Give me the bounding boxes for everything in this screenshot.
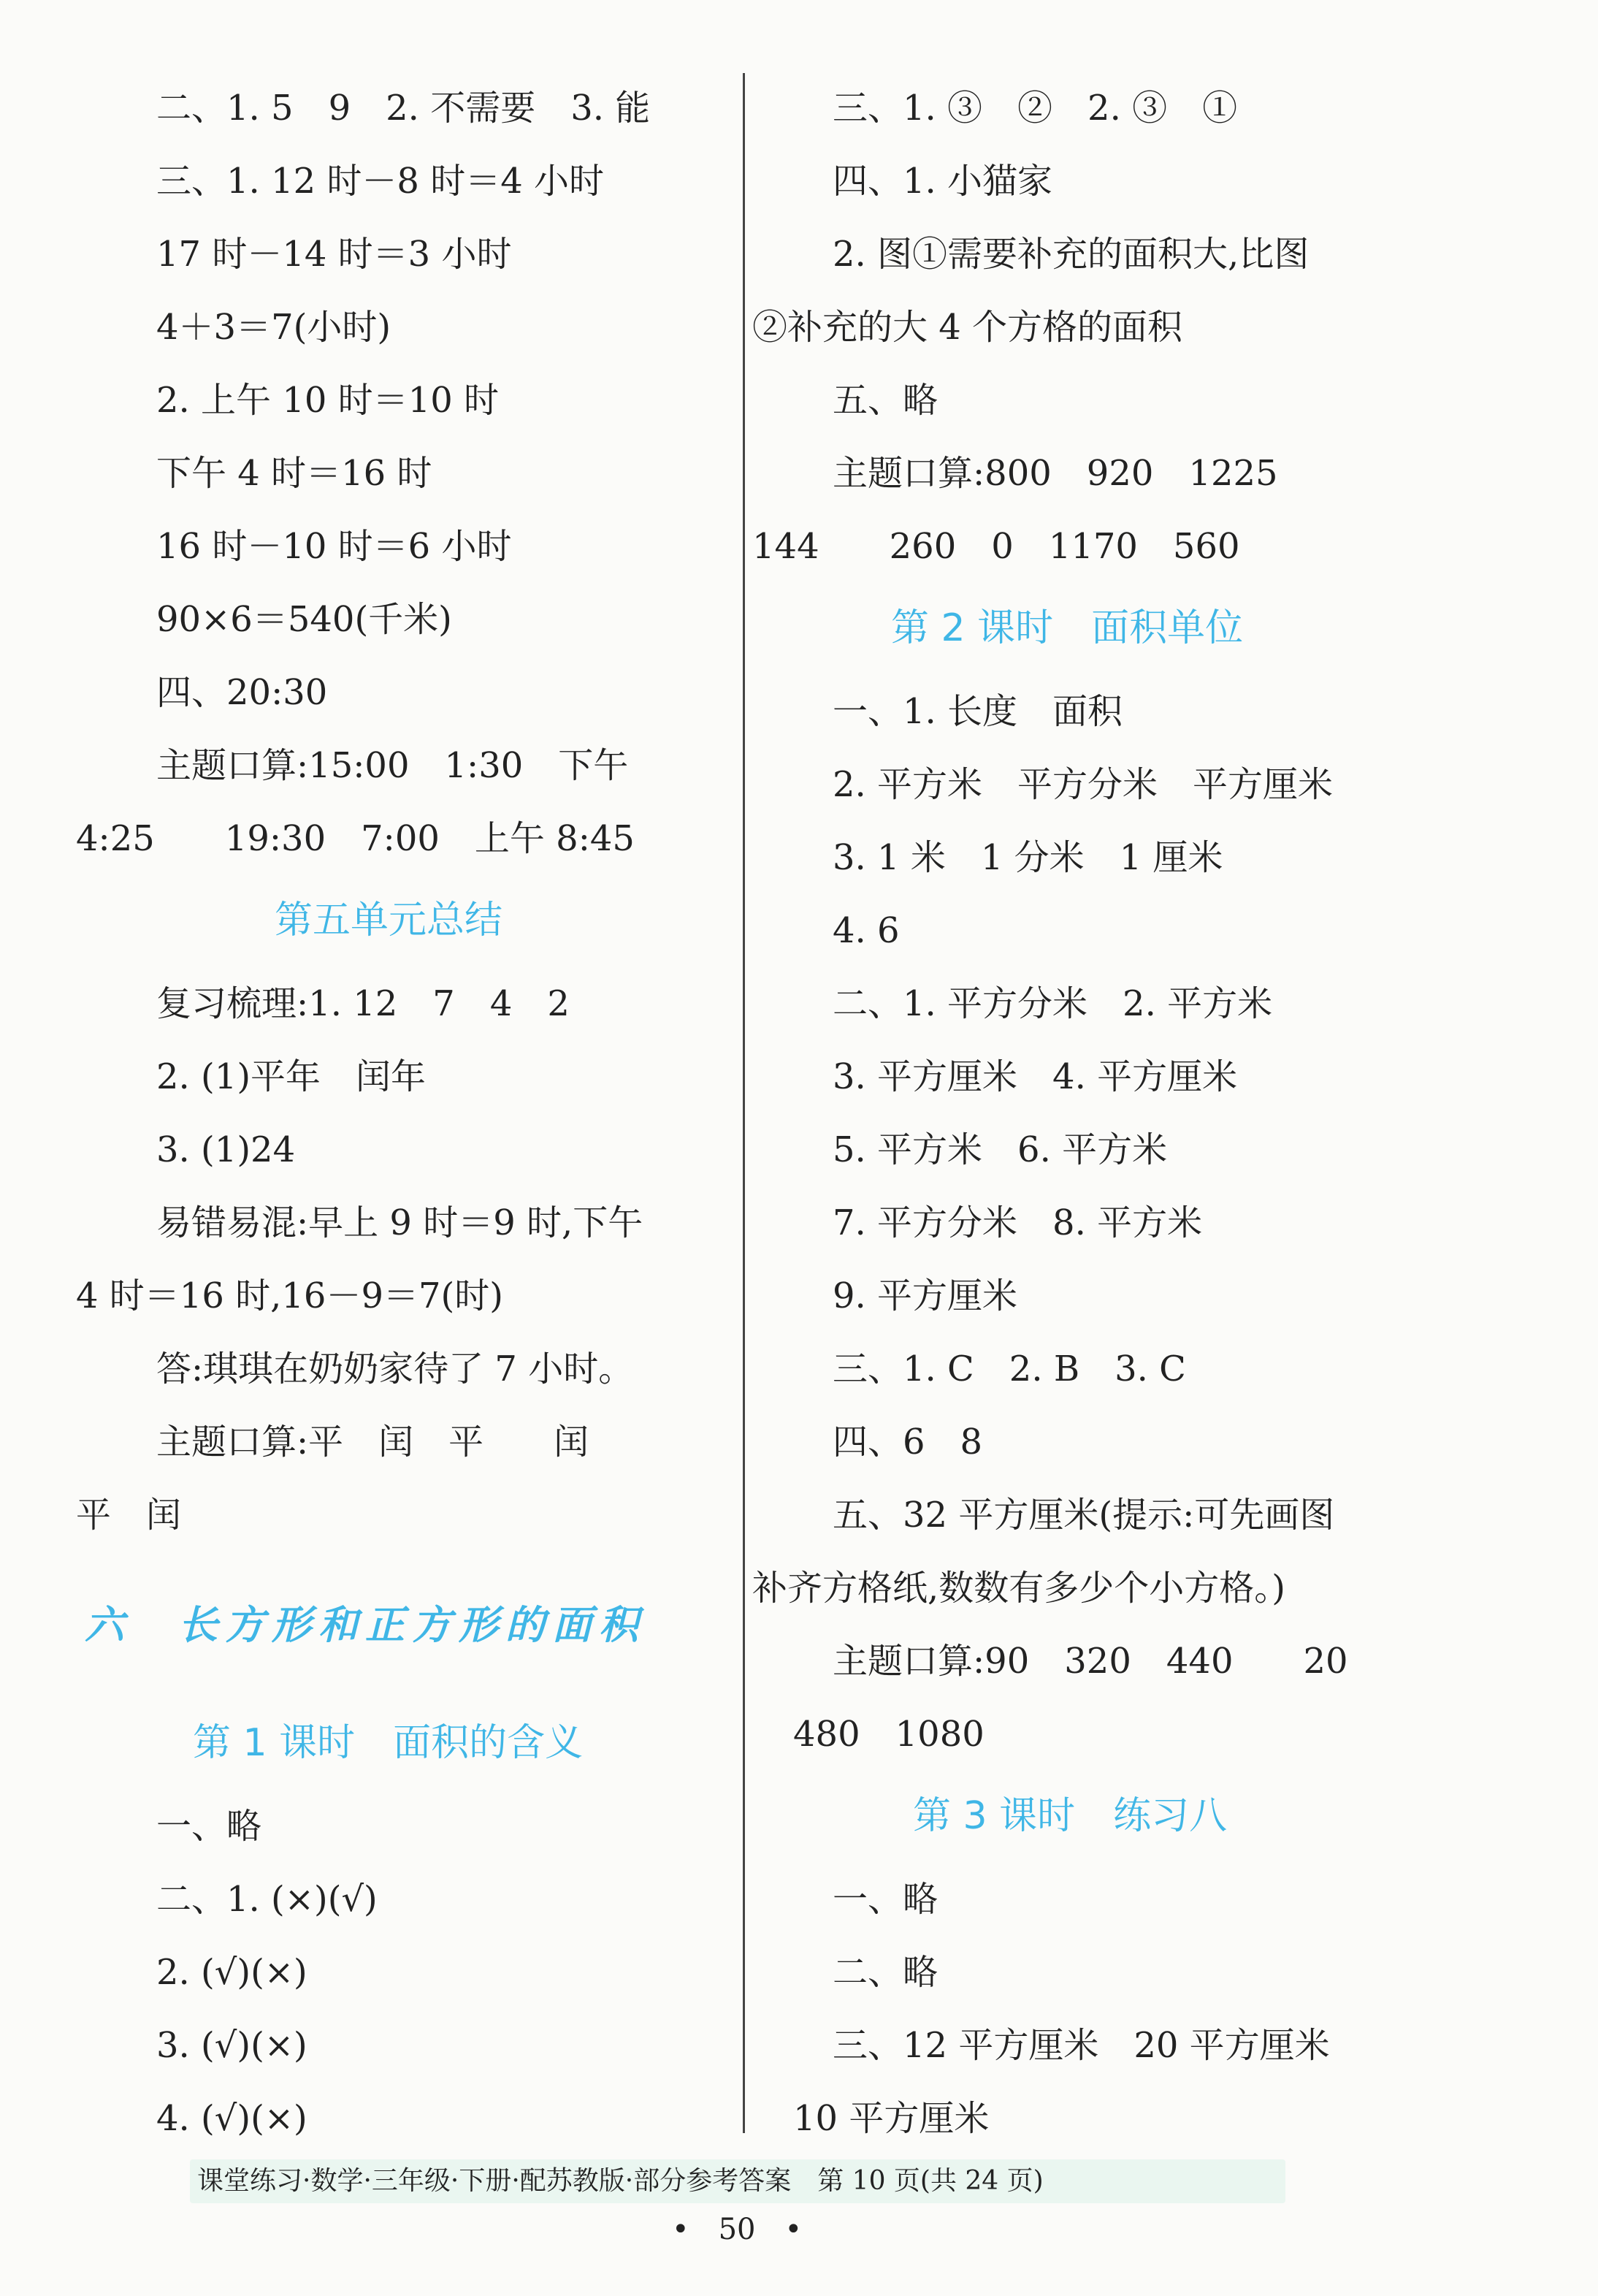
answer-line: 3. (1)24	[156, 1129, 296, 1170]
answer-line: 主题口算:平 闰 平 闰	[156, 1422, 589, 1462]
answer-line: 一、略	[156, 1806, 262, 1847]
page-number: • 50 •	[672, 2213, 803, 2246]
answer-line: 4. 6	[833, 910, 900, 951]
answer-line: 一、略	[833, 1879, 938, 1920]
answer-line: 主题口算:800 920 1225	[833, 453, 1278, 494]
answer-line: 5. 平方米 6. 平方米	[833, 1129, 1168, 1170]
section-heading: 第 1 课时 面积的含义	[193, 1721, 584, 1765]
chapter-title: 六 长方形和正方形的面积	[85, 1601, 646, 1648]
answer-line: 三、1. C 2. B 3. C	[833, 1349, 1186, 1389]
answer-line: 2. 平方米 平方分米 平方厘米	[833, 764, 1334, 805]
footer-caption: 课堂练习·数学·三年级·下册·配苏教版·部分参考答案 第 10 页(共 24 页)	[197, 2166, 1044, 2196]
answer-line: 复习梳理:1. 12 7 4 2	[156, 983, 570, 1024]
column-divider	[743, 73, 745, 2133]
answer-line: 三、1. ③ ② 2. ③ ①	[833, 88, 1238, 129]
answer-line: 4. (√)(×)	[156, 2098, 307, 2139]
answer-line: 补齐方格纸,数数有多少个小方格。)	[752, 1568, 1285, 1609]
answer-line: 4 时＝16 时,16－9＝7(时)	[76, 1275, 504, 1316]
answer-line: 主题口算:15:00 1:30 下午	[156, 745, 629, 786]
answer-line: ②补充的大 4 个方格的面积	[752, 307, 1183, 348]
answer-line: 3. 1 米 1 分米 1 厘米	[833, 837, 1223, 878]
answer-line: 五、32 平方厘米(提示:可先画图	[833, 1495, 1335, 1536]
answer-line: 9. 平方厘米	[833, 1275, 1018, 1316]
answer-line: 三、1. 12 时－8 时＝4 小时	[156, 161, 604, 202]
answer-line: 144 260 0 1170 560	[752, 526, 1240, 567]
answer-line: 10 平方厘米	[793, 2098, 990, 2139]
answer-line: 4＋3＝7(小时)	[156, 307, 391, 348]
answer-line: 16 时－10 时＝6 小时	[156, 526, 512, 567]
answer-line: 3. (√)(×)	[156, 2025, 307, 2066]
answer-line: 二、1. (×)(√)	[156, 1879, 378, 1920]
answer-line: 平 闰	[76, 1495, 182, 1536]
answer-line: 易错易混:早上 9 时＝9 时,下午	[156, 1202, 643, 1243]
section-heading: 第 2 课时 面积单位	[891, 606, 1244, 650]
answer-line: 四、6 8	[833, 1422, 983, 1462]
answer-line: 480 1080	[793, 1714, 985, 1755]
answer-line: 二、1. 平方分米 2. 平方米	[833, 983, 1273, 1024]
answer-line: 7. 平方分米 8. 平方米	[833, 1202, 1203, 1243]
answer-line: 17 时－14 时＝3 小时	[156, 234, 512, 275]
answer-line: 下午 4 时＝16 时	[156, 453, 432, 494]
answer-line: 三、12 平方厘米 20 平方厘米	[833, 2025, 1330, 2066]
section-heading: 第 3 课时 练习八	[913, 1794, 1228, 1838]
answer-line: 2. (1)平年 闰年	[156, 1056, 427, 1097]
answer-line: 主题口算:90 320 440 20	[833, 1641, 1348, 1682]
answer-line: 答:琪琪在奶奶家待了 7 小时。	[156, 1349, 634, 1389]
answer-line: 四、20:30	[156, 672, 328, 713]
answer-line: 2. 图①需要补充的面积大,比图	[833, 234, 1310, 275]
answer-line: 3. 平方厘米 4. 平方厘米	[833, 1056, 1238, 1097]
answer-line: 五、略	[833, 380, 938, 421]
answer-line: 四、1. 小猫家	[833, 161, 1053, 202]
answer-line: 90×6＝540(千米)	[156, 599, 452, 640]
answer-line: 二、1. 5 9 2. 不需要 3. 能	[156, 88, 651, 129]
answer-line: 2. (√)(×)	[156, 1952, 307, 1993]
section-heading: 第五单元总结	[275, 899, 503, 942]
answer-line: 二、略	[833, 1952, 938, 1993]
answer-line: 2. 上午 10 时＝10 时	[156, 380, 499, 421]
answer-line: 4:25 19:30 7:00 上午 8:45	[76, 818, 635, 859]
answer-line: 一、1. 长度 面积	[833, 691, 1123, 732]
